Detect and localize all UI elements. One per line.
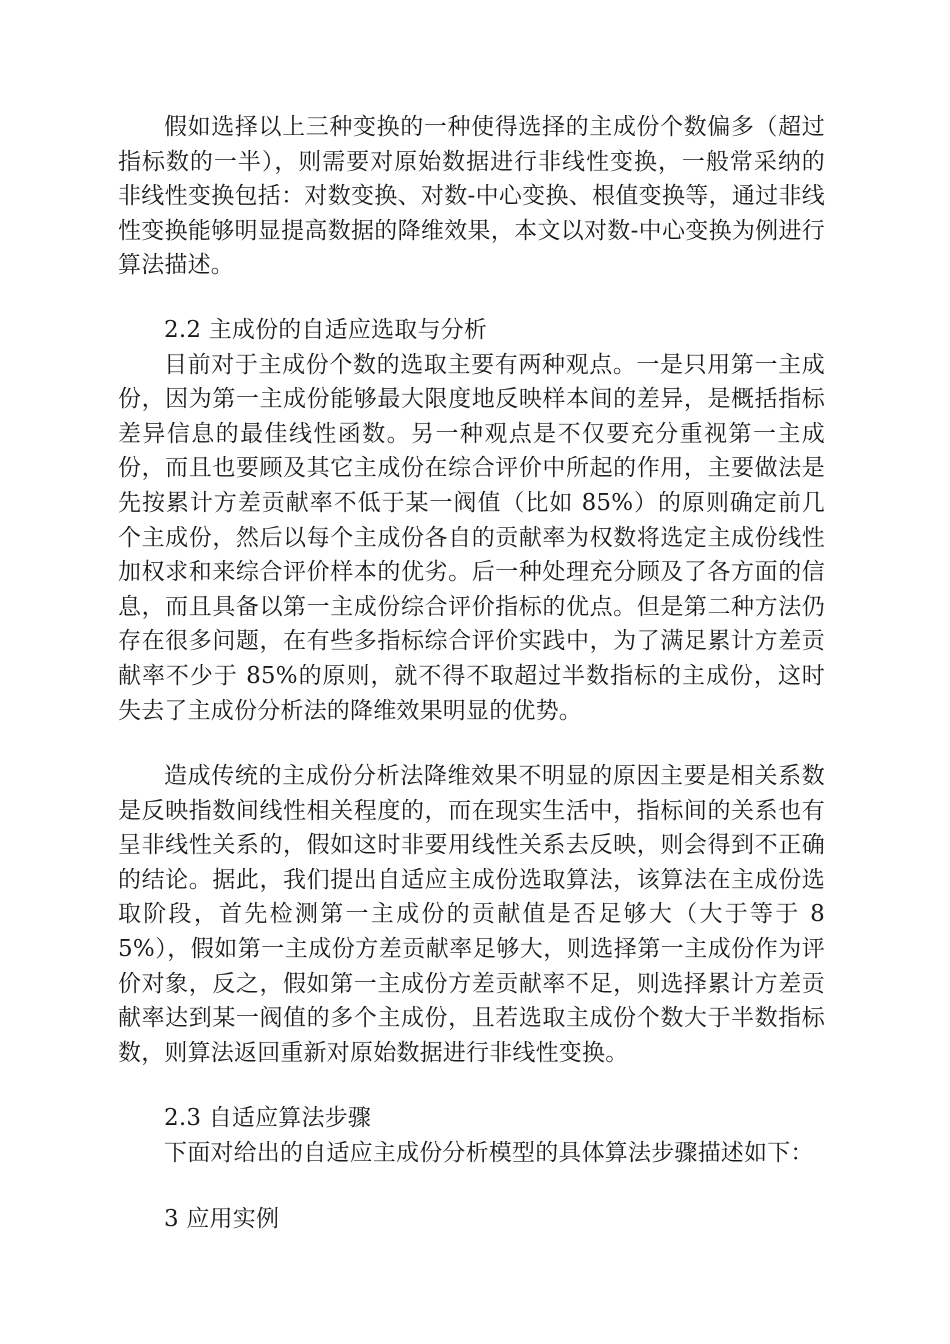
paragraph-component-selection-views: 目前对于主成份个数的选取主要有两种观点。一是只用第一主成份，因为第一主成份能够最大限度地反映样本间的差异，是概括指标差异信息的最佳线性函数。另一种观点是不仅要充分重视第一主成份，而且也要顾及其它主成份在综合评价中所起的作用，主要做法是先按累计方差贡献率不低于某一阀值（比如 85%）的原则确定前几个主成份，然后以每个主成份各自的贡献率为权数将选定主成份线性加权求和来综合评价样本的优劣。后一种处理充分顾及了各方面的信息，而且具备以第一主成份综合评价指标的优点。但是第二种方法仍存在很多问题，在有些多指标综合评价实践中，为了满足累计方差贡献率不少于 85%的原则，就不得不取超过半数指标的主成份，这时失去了主成份分析法的降维效果明显的优势。 <box>118 351 825 724</box>
section-heading-3: 3 应用实例 <box>164 1205 280 1232</box>
section-heading-2-2: 2.2 主成份的自适应选取与分析 <box>164 316 488 343</box>
paragraph-algorithm-steps-intro: 下面对给出的自适应主成份分析模型的具体算法步骤描述如下： <box>164 1140 814 1167</box>
section-heading-2-3: 2.3 自适应算法步骤 <box>164 1105 372 1132</box>
paragraph-adaptive-selection-algorithm: 造成传统的主成份分析法降维效果不明显的原因主要是相关系数是反映指数间线性相关程度的，而在现实生活中，指标间的关系也有呈非线性关系的，假如这时非要用线性关系去反映，则会得到不正确的结论。据此，我们提出自适应主成份选取算法，该算法在主成份选取阶段，首先检测第一主成份的贡献值是否足够大（大于等于 85%），假如第一主成份方差贡献率足够大，则选择第一主成份作为评价对象，反之，假如第一主成份方差贡献率不足，则选择累计方差贡献率达到某一阀值的多个主成份，且若选取主成份个数大于半数指标数，则算法返回重新对原始数据进行非线性变换。 <box>118 763 825 1066</box>
paragraph-nonlinear-transform: 假如选择以上三种变换的一种使得选择的主成份个数偏多（超过指标数的一半），则需要对原始数据进行非线性变换，一般常采纳的非线性变换包括：对数变换、对数-中心变换、根值变换等，通过非线性变换能够明显提高数据的降维效果，本文以对数-中心变换为例进行算法描述。 <box>118 114 825 279</box>
